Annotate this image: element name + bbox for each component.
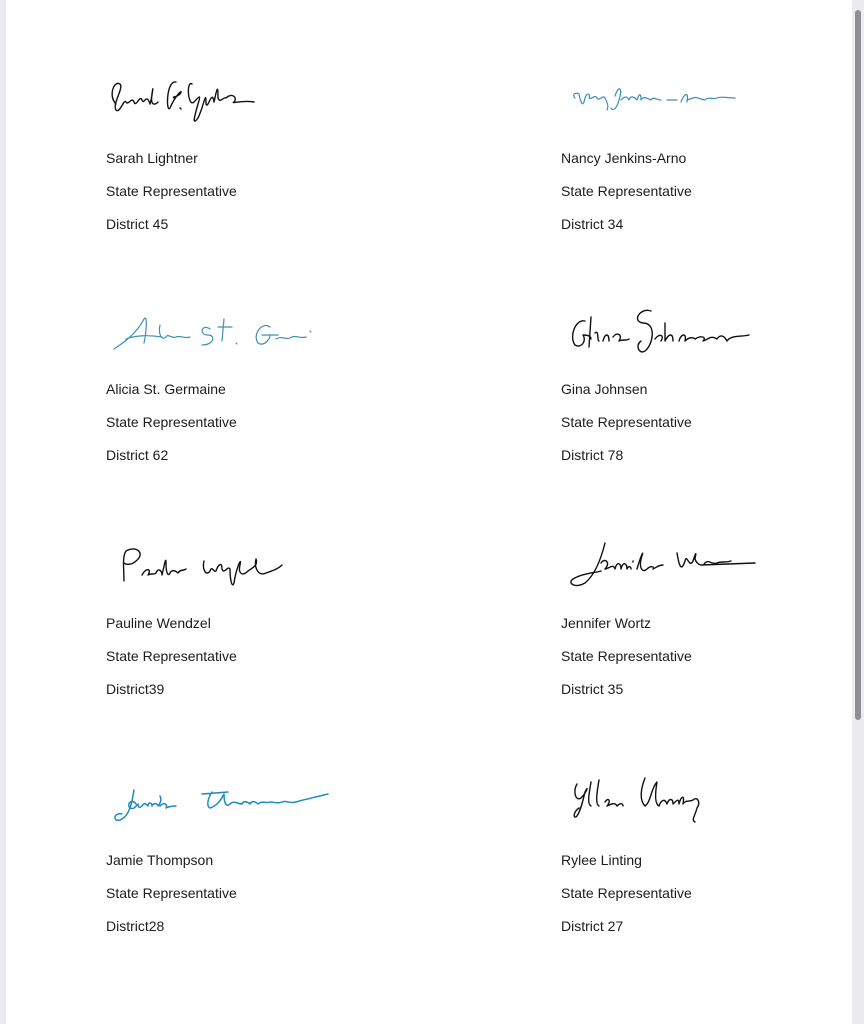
signature-image xyxy=(561,305,761,359)
signature-image xyxy=(106,539,296,593)
signatory-district: District28 xyxy=(106,918,165,934)
signatory-district: District 35 xyxy=(561,681,624,697)
signature-image xyxy=(106,305,326,359)
signatory-name: Gina Johnsen xyxy=(561,381,648,397)
signatory-title: State Representative xyxy=(106,183,237,199)
signature-image xyxy=(561,539,761,593)
signatory-title: State Representative xyxy=(106,885,237,901)
signatory-name: Jamie Thompson xyxy=(106,852,214,868)
signatory-title: State Representative xyxy=(106,414,237,430)
signature-image xyxy=(106,74,266,128)
vertical-scrollbar[interactable] xyxy=(852,0,864,1024)
signatory-district: District 62 xyxy=(106,447,169,463)
document-page xyxy=(6,0,852,1024)
signatory-district: District 34 xyxy=(561,216,624,232)
signatory-name: Rylee Linting xyxy=(561,852,642,868)
signatory-district: District 27 xyxy=(561,918,624,934)
signature-image xyxy=(561,776,721,830)
signatory-title: State Representative xyxy=(561,183,692,199)
signatory-title: State Representative xyxy=(106,648,237,664)
signature-image xyxy=(561,74,741,128)
signatory-district: District 78 xyxy=(561,447,624,463)
signatory-title: State Representative xyxy=(561,885,692,901)
signatory-title: State Representative xyxy=(561,648,692,664)
signatory-name: Jennifer Wortz xyxy=(561,615,651,631)
signature-image xyxy=(106,776,336,830)
scrollbar-thumb[interactable] xyxy=(855,10,861,720)
signatory-name: Alicia St. Germaine xyxy=(106,381,226,397)
signatory-title: State Representative xyxy=(561,414,692,430)
signatory-name: Nancy Jenkins-Arno xyxy=(561,150,687,166)
signatory-name: Pauline Wendzel xyxy=(106,615,211,631)
signatory-district: District39 xyxy=(106,681,165,697)
signatory-district: District 45 xyxy=(106,216,169,232)
signatory-name: Sarah Lightner xyxy=(106,150,198,166)
